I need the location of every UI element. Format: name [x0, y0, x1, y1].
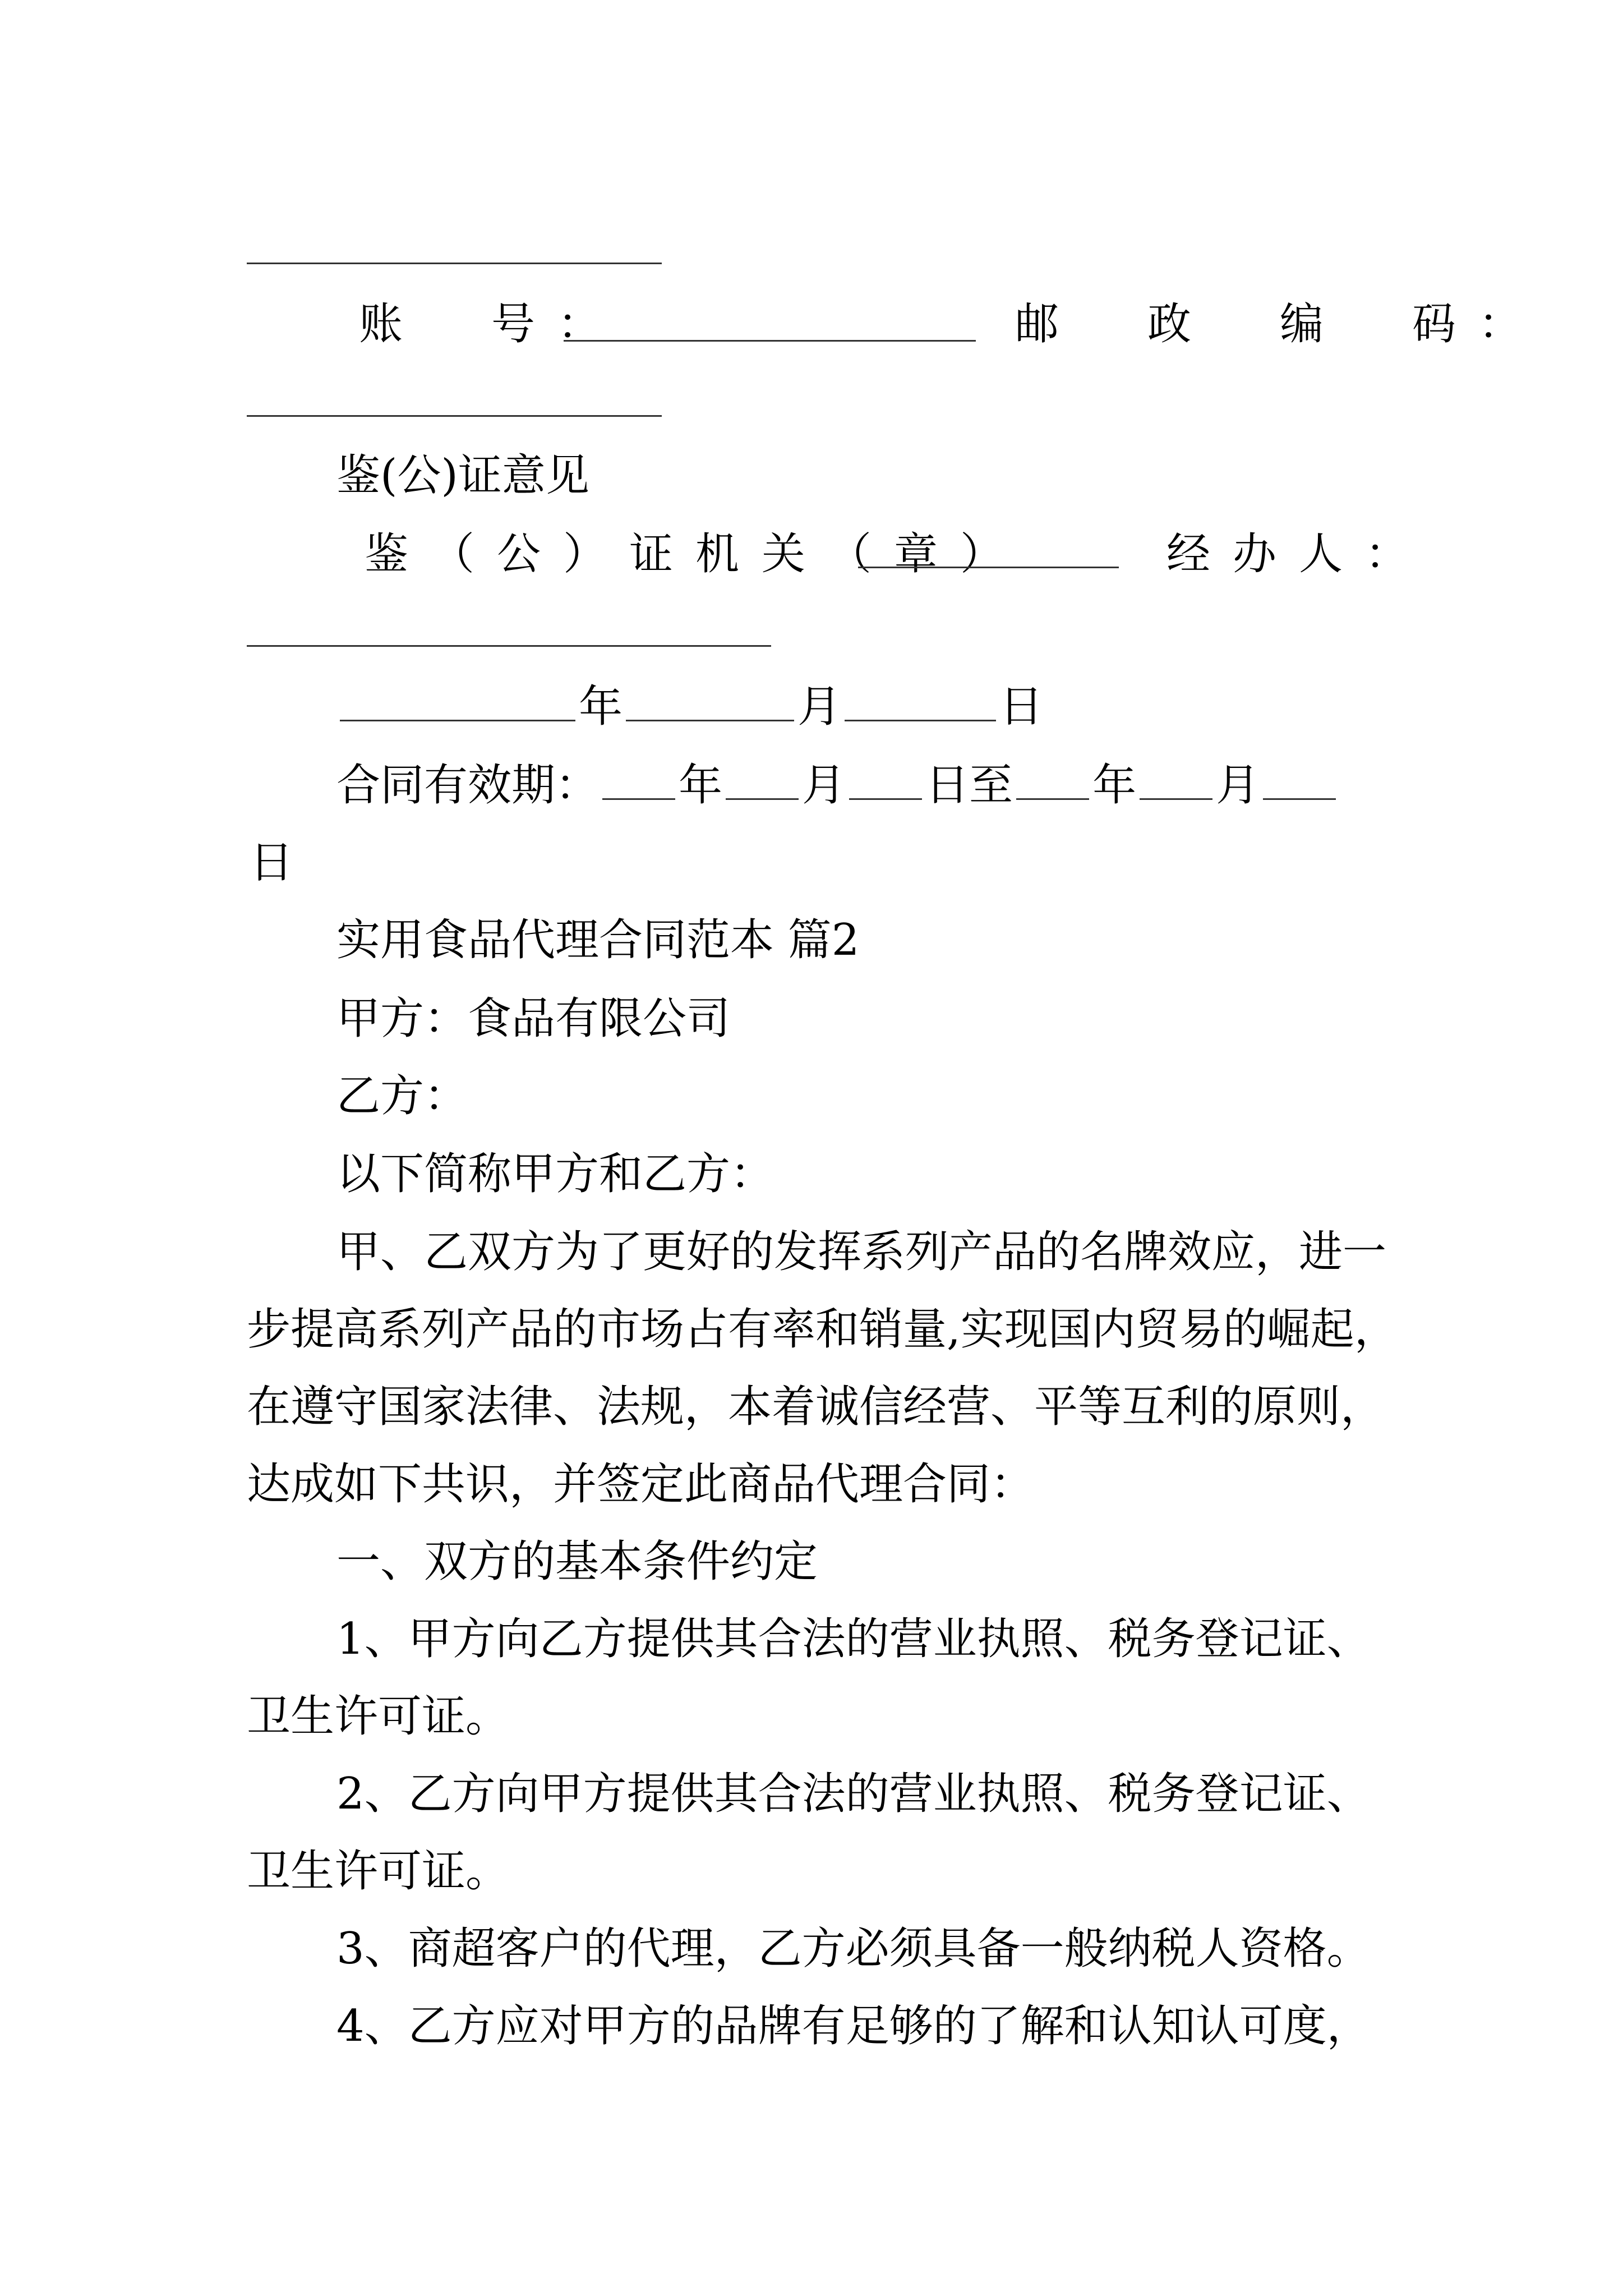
- validity-end-day: 日: [250, 838, 294, 888]
- year-blank: [340, 714, 575, 721]
- month-label: 月: [797, 682, 842, 732]
- validity-day2-blank: [1263, 793, 1336, 800]
- day-blank: [845, 714, 996, 721]
- postal-code-blank: [247, 415, 662, 417]
- validity-day-to-label: 日至: [925, 760, 1013, 811]
- account-blank: [564, 340, 976, 342]
- intro-line-4: 达成如下共识，并签定此商品代理合同：: [247, 1459, 1035, 1510]
- month-blank: [626, 714, 794, 721]
- validity-year2-label: 年: [1092, 760, 1137, 811]
- validity-month-blank: [726, 793, 799, 800]
- section-title: 实用食品代理合同范本 篇2: [336, 915, 860, 965]
- validity-month2-label: 月: [1216, 760, 1260, 811]
- validity-year2-blank: [1016, 793, 1089, 800]
- notary-office-label: 鉴（公）证机关（章）: [365, 529, 1027, 579]
- day-label: 日: [999, 682, 1044, 732]
- handler-blank: [247, 645, 771, 647]
- item-4: 4、乙方应对甲方的品牌有足够的了解和认知认可度，: [336, 2001, 1371, 2051]
- party-b: 乙方：: [336, 1071, 468, 1121]
- year-label: 年: [579, 682, 623, 732]
- validity-day-blank: [849, 793, 922, 800]
- notary-heading: 鉴(公)证意见: [336, 450, 589, 501]
- validity-year-label: 年: [679, 760, 723, 811]
- intro-line-2: 步提高系列产品的市场占有率和销量,实现国内贸易的崛起，: [247, 1304, 1398, 1355]
- handler-label: 经办人：: [1166, 529, 1432, 579]
- party-a: 甲方：食品有限公司: [336, 993, 731, 1044]
- validity-line: [336, 758, 1339, 812]
- item-2-line-2: 卫生许可证。: [247, 1846, 510, 1897]
- intro-line-3: 在遵守国家法律、法规，本着诚信经营、平等互利的原则，: [247, 1382, 1385, 1432]
- item-1-line-2: 卫生许可证。: [247, 1691, 510, 1742]
- validity-month2-blank: [1140, 793, 1212, 800]
- postal-code-label: 邮 政 编 码：: [1015, 299, 1545, 349]
- item-3: 3、商超客户的代理，乙方必须具备一般纳税人资格。: [336, 1924, 1371, 1974]
- clause-heading: 一、双方的基本条件约定: [336, 1536, 818, 1587]
- item-1-line-1: 1、甲方向乙方提供其合法的营业执照、税务登记证、: [336, 1614, 1371, 1664]
- abbreviation-note: 以下简称甲方和乙方：: [336, 1149, 774, 1199]
- validity-year-blank: [602, 793, 675, 800]
- date-line: [336, 680, 1043, 734]
- account-label: 账 号：: [359, 299, 624, 349]
- notary-office-blank: [858, 567, 1119, 568]
- blank-line: [247, 263, 662, 264]
- validity-prefix: 合同有效期：: [336, 760, 600, 811]
- intro-line-1: 甲、乙双方为了更好的发挥系列产品的名牌效应，进一: [336, 1227, 1387, 1277]
- validity-month-label: 月: [802, 760, 846, 811]
- item-2-line-1: 2、乙方向甲方提供其合法的营业执照、税务登记证、: [336, 1769, 1371, 1819]
